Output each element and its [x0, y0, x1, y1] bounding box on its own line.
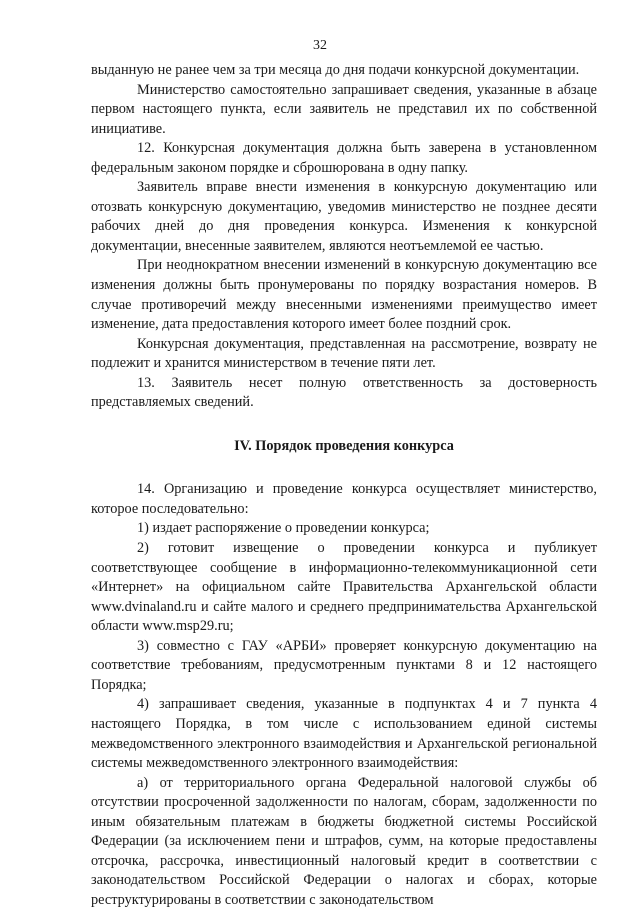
list-item: а) от территориального органа Федеральной налоговой службы об отсутствии просроченной задолженности по налогам, сборам, задолженности по иным обязательным платежам в бюджеты бюджетной системы Российской Федерации (за исключением пени и штрафов, сумм, на которые предоставлены отсрочка, рассрочка, инвестиционный налоговый кредит в соответствии с законодательством Российской Федерации о налогах и сборах, которые реструктурированы в соответствии с законодательством: [91, 774, 597, 908]
section-heading: IV. Порядок проведения конкурса: [234, 437, 454, 454]
list-item: 4) запрашивает сведения, указанные в подпунктах 4 и 7 пункта 4 настоящего Порядка, в том числе с использованием единой системы межведомственного электронного взаимодействия и Архангельской региональной системы межведомственного электронного взаимодействия:: [91, 696, 597, 772]
paragraph: Конкурсная документация, представленная на рассмотрение, возврату не подлежит и хранится министерством в течение пяти лет.: [91, 335, 597, 372]
paragraph: 13. Заявитель несет полную ответственность за достоверность представляемых сведений.: [91, 374, 597, 411]
paragraph: выданную не ранее чем за три месяца до дня подачи конкурсной документации.: [91, 62, 580, 78]
paragraph: 14. Организацию и проведение конкурса осуществляет министерство, которое последовательно:: [91, 481, 597, 517]
list-item: 1) издает распоряжение о проведении конкурса;: [137, 520, 430, 537]
list-item: 3) совместно с ГАУ «АРБИ» проверяет конкурсную документацию на соответствие требованиям, предусмотренным пунктами 8 и 12 настоящего Порядка;: [91, 637, 597, 693]
paragraph: Заявитель вправе внести изменения в конкурсную документацию или отозвать конкурсную документацию, уведомив министерство не позднее десяти рабочих дней до дня проведения конкурса. Изменения к конкурсной документации, внесенные заявителем, являются неотъемлемой ее частью.: [91, 179, 597, 254]
page-number: 32: [313, 38, 327, 53]
paragraph: 12. Конкурсная документация должна быть заверена в установленном федеральным законом порядке и сброшюрована в одну папку.: [91, 140, 597, 176]
document-body: [91, 61, 597, 910]
list-item: 2) готовит извещение о проведении конкурса и публикует соответствующее сообщение в информационно-телекоммуникационной сети «Интернет» на официальном сайте Правительства Архангельской области www.dvinaland.ru и сайте малого и среднего предпринимательства Архангельской области www.msp29.ru;: [91, 540, 597, 635]
paragraph: Министерство самостоятельно запрашивает сведения, указанные в абзаце первом настоящего пункта, если заявитель не представил их по собственной инициативе.: [91, 81, 597, 137]
paragraph: При неоднократном внесении изменений в конкурсную документацию все изменения должны быть пронумерованы по порядку возрастания номеров. В случае противоречий между внесенными изменениями преимущество имеет изменение, дата предоставления которого имеет более поздний срок.: [91, 257, 597, 333]
